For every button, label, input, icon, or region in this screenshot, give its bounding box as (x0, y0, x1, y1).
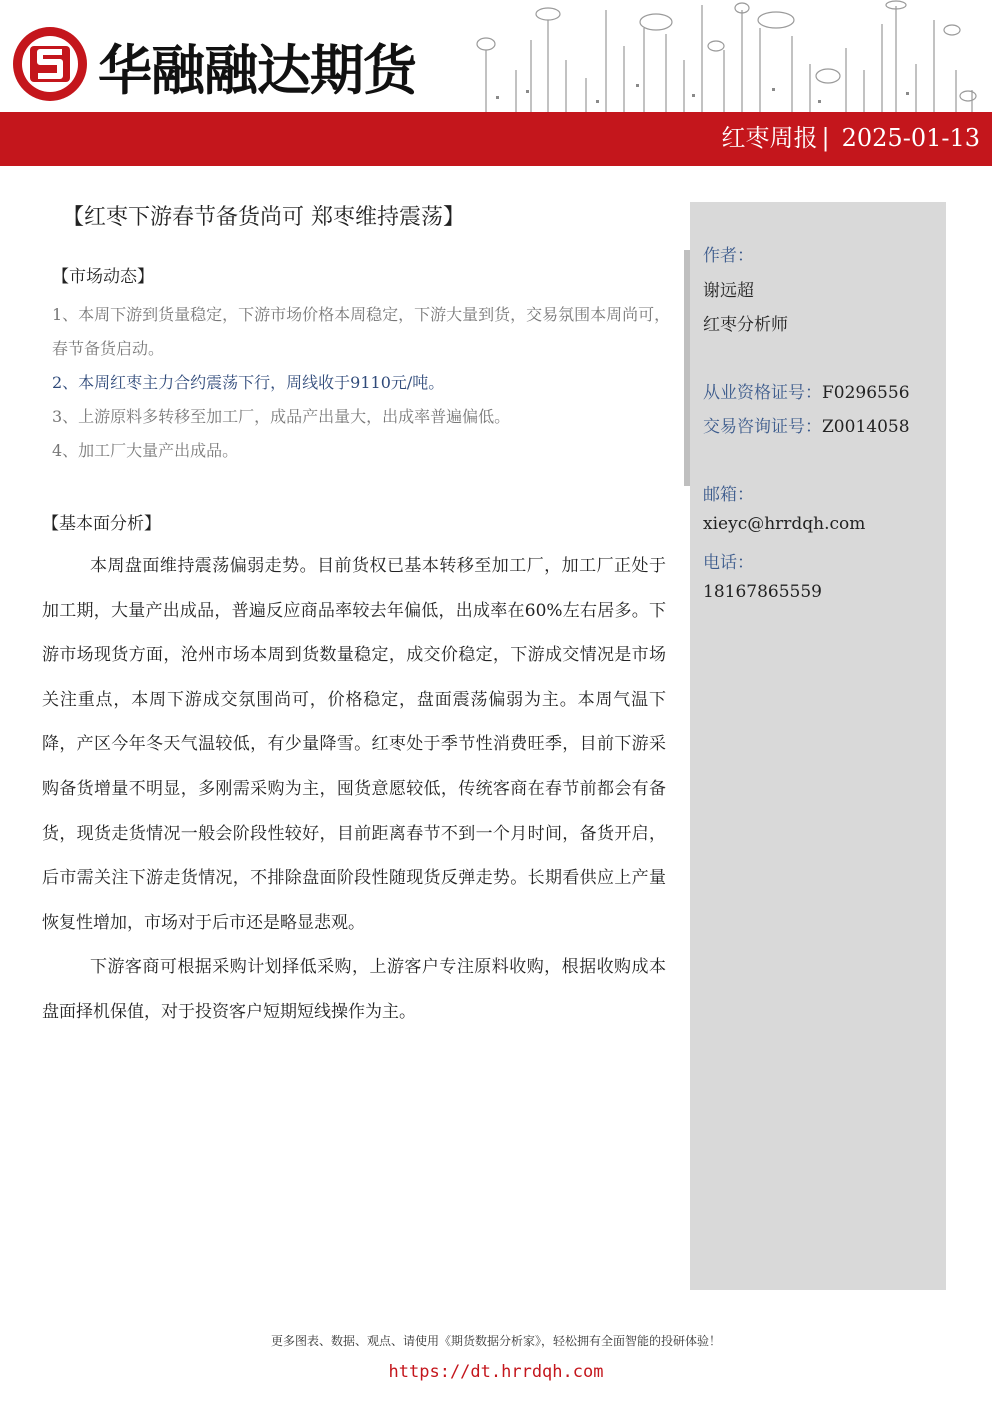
qualification-label: 从业资格证号： (703, 383, 822, 403)
sidebar-accent-bar (684, 250, 690, 486)
brand-name: 华融融达期货 (98, 39, 416, 102)
market-item: 4、加工厂大量产出成品。 (52, 441, 239, 460)
market-item: 1、本周下游到货量稳定，下游市场价格本周稳定，下游大量到货，交易氛围本周尚可，春节备货启动。 (52, 305, 671, 358)
market-item: 2、本周红枣主力合约震荡下行，周线收于9110元/吨。 (52, 373, 445, 392)
qualification-line (703, 378, 910, 403)
market-list (52, 298, 672, 468)
qualification-number: F0296556 (822, 383, 910, 403)
email-label: 邮箱： (703, 485, 754, 505)
author-label: 作者： (703, 246, 754, 266)
header-decoration (456, 0, 992, 112)
consulting-label: 交易咨询证号： (703, 417, 822, 437)
article-headline: 【红枣下游春节备货尚可 郑枣维持震荡】 (62, 205, 465, 230)
title-separator: | (821, 124, 830, 152)
consulting-number: Z0014058 (822, 417, 910, 437)
author-name: 谢远超 (703, 281, 754, 301)
author-sidebar (690, 202, 946, 1290)
phone-number: 18167865559 (703, 582, 822, 602)
page-header (0, 0, 992, 166)
analysis-paragraph: 下游客商可根据采购计划择低采购，上游客户专注原料收购，根据收购成本盘面择机保值，对于投资客户短期短线操作为主。 (42, 957, 666, 1022)
phone-label: 电话： (703, 553, 754, 573)
author-title: 红枣分析师 (703, 315, 788, 335)
analysis-body (42, 544, 666, 1035)
market-item: 3、上游原料多转移至加工厂，成品产出量大，出成率普遍偏低。 (52, 407, 511, 426)
email-link[interactable]: xieyc@hrrdqh.com (703, 514, 866, 534)
analysis-section-label: 【基本面分析】 (42, 514, 161, 534)
company-logo-icon (10, 24, 90, 104)
footer-link[interactable]: https://dt.hrrdqh.com (388, 1362, 604, 1382)
report-title (722, 118, 980, 153)
analysis-paragraph: 本周盘面维持震荡偏弱走势。目前货权已基本转移至加工厂，加工厂正处于加工期，大量产出成品，普遍反应商品率较去年偏低，出成率在60%左右居多。下游市场现货方面，沧州市场本周到货数量稳定，成交价稳定，下游成交情况是市场关注重点，本周下游成交氛围尚可，价格稳定，盘面震荡偏弱为主。本周气温下降，产区今年冬天气温较低，有少量降雪。红枣处于季节性消费旺季，目前下游采购备货增量不明显，多刚需采购为主，囤货意愿较低，传统客商在春节前都会有备货，现货走货情况一般会阶段性较好，目前距离春节不到一个月时间，备货开启，后市需关注下游走货情况，不排除盘面阶段性随现货反弹走势。长期看供应上产量恢复性增加，市场对于后市还是略显悲观。 (42, 556, 666, 933)
report-date: 2025-01-13 (841, 124, 980, 152)
report-type: 红枣周报 (721, 124, 818, 152)
market-section-label: 【市场动态】 (52, 267, 154, 287)
footer-note: 更多图表、数据、观点、请使用《期货数据分析家》，轻松拥有全面智能的投研体验！ (270, 1334, 721, 1348)
consulting-line (703, 412, 910, 437)
